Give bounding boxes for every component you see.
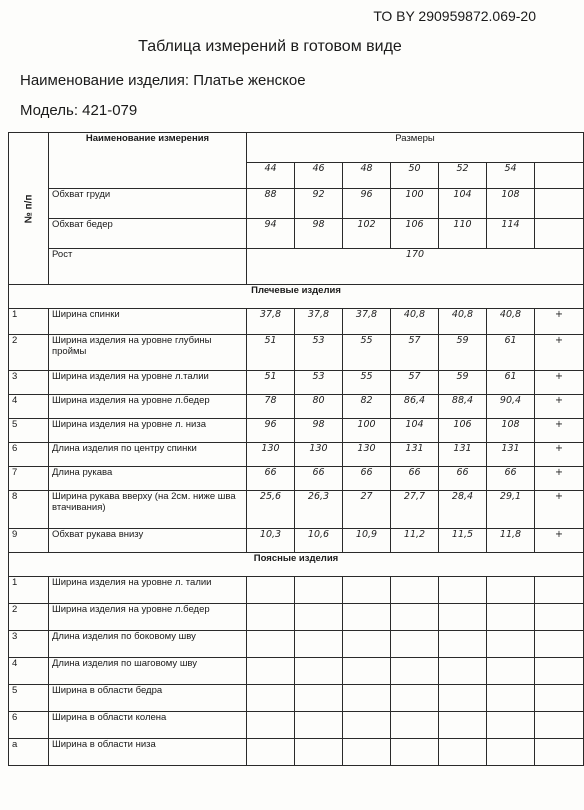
empty-cell (439, 658, 487, 685)
row-number: 3 (9, 371, 49, 395)
row-number: 3 (9, 631, 49, 658)
measure-value: 88 (247, 189, 295, 219)
row-number-header-label: № п/п (23, 194, 34, 223)
row-number: 4 (9, 395, 49, 419)
row-number: 6 (9, 443, 49, 467)
size-cell: 54 (487, 163, 535, 189)
measure-value: 78 (247, 395, 295, 419)
table-row (9, 335, 584, 371)
measure-value: 53 (295, 371, 343, 395)
empty-cell (439, 685, 487, 712)
row-number: 6 (9, 712, 49, 739)
measure-label: Ширина изделия на уровне л.бедер (49, 604, 247, 631)
measure-value: 25,6 (247, 491, 295, 529)
measure-value: 104 (439, 189, 487, 219)
measure-value: 11,8 (487, 529, 535, 553)
measure-value: 130 (343, 443, 391, 467)
empty-cell (247, 658, 295, 685)
measure-value: 10,6 (295, 529, 343, 553)
table-row (9, 658, 584, 685)
measure-label: Ширина изделия на уровне л.талии (49, 371, 247, 395)
empty-cell (247, 604, 295, 631)
measure-value: 82 (343, 395, 391, 419)
table-body (9, 133, 584, 766)
page-title: Таблица измерений в готовом виде (138, 38, 402, 55)
table-row (9, 395, 584, 419)
empty-cell (343, 712, 391, 739)
measurement-table (8, 132, 584, 766)
measure-value: 88,4 (439, 395, 487, 419)
empty-cell (247, 577, 295, 604)
measure-value: + (535, 491, 584, 529)
empty-cell (343, 577, 391, 604)
size-cell: 44 (247, 163, 295, 189)
measure-value: 66 (487, 467, 535, 491)
empty-cell (439, 712, 487, 739)
document-code: ТО BY 290959872.069-20 (373, 8, 536, 24)
measure-value: 98 (295, 419, 343, 443)
measure-value: 27,7 (391, 491, 439, 529)
measure-label: Ширина изделия на уровне глубины проймы (49, 335, 247, 371)
measure-label: Рост (49, 249, 247, 285)
table-row (9, 419, 584, 443)
section-title-waist: Поясные изделия (9, 553, 584, 577)
empty-cell (391, 604, 439, 631)
table-row (9, 309, 584, 335)
measure-label: Ширина изделия на уровне л.бедер (49, 395, 247, 419)
measure-value: 96 (247, 419, 295, 443)
table-row (9, 467, 584, 491)
empty-cell (535, 712, 584, 739)
table-row (9, 631, 584, 658)
size-cell: 52 (439, 163, 487, 189)
empty-cell (343, 658, 391, 685)
empty-cell (295, 712, 343, 739)
empty-cell (343, 739, 391, 766)
row-number: 2 (9, 335, 49, 371)
section-title-shoulder: Плечевые изделия (9, 285, 584, 309)
body-measure-row (9, 249, 584, 285)
measure-value: 131 (391, 443, 439, 467)
empty-cell (247, 631, 295, 658)
measure-label: Длина рукава (49, 467, 247, 491)
measure-value: 114 (487, 219, 535, 249)
measure-value: 59 (439, 335, 487, 371)
empty-cell (391, 577, 439, 604)
row-number: 5 (9, 419, 49, 443)
measure-label: Ширина в области низа (49, 739, 247, 766)
row-number: а (9, 739, 49, 766)
measure-value: 55 (343, 371, 391, 395)
empty-cell (439, 604, 487, 631)
table-row (9, 685, 584, 712)
empty-cell (343, 685, 391, 712)
size-cell: 48 (343, 163, 391, 189)
row-number: 1 (9, 309, 49, 335)
measure-label: Ширина спинки (49, 309, 247, 335)
empty-cell (535, 219, 584, 249)
measure-value: 66 (391, 467, 439, 491)
measure-value: 37,8 (247, 309, 295, 335)
measure-label: Длина изделия по боковому шву (49, 631, 247, 658)
row-number: 7 (9, 467, 49, 491)
empty-cell (487, 739, 535, 766)
measure-value: 66 (247, 467, 295, 491)
measure-value: 106 (391, 219, 439, 249)
measure-value: 51 (247, 335, 295, 371)
empty-cell (439, 739, 487, 766)
empty-cell (487, 712, 535, 739)
body-measure-row (9, 219, 584, 249)
empty-cell (535, 189, 584, 219)
measure-value: 98 (295, 219, 343, 249)
row-number: 1 (9, 577, 49, 604)
measure-value: 10,3 (247, 529, 295, 553)
measure-value: 108 (487, 189, 535, 219)
empty-cell (247, 712, 295, 739)
empty-cell (535, 739, 584, 766)
empty-cell (295, 739, 343, 766)
measure-value: 96 (343, 189, 391, 219)
empty-cell (535, 631, 584, 658)
measure-value: 51 (247, 371, 295, 395)
measure-value: 59 (439, 371, 487, 395)
table-row (9, 712, 584, 739)
measure-value: + (535, 443, 584, 467)
empty-cell (391, 658, 439, 685)
measure-value: 100 (391, 189, 439, 219)
empty-cell (439, 631, 487, 658)
measure-value: 86,4 (391, 395, 439, 419)
empty-cell (295, 658, 343, 685)
section-row (9, 553, 584, 577)
row-number: 4 (9, 658, 49, 685)
empty-cell (535, 685, 584, 712)
empty-cell (295, 604, 343, 631)
measure-value: 130 (295, 443, 343, 467)
table-row (9, 371, 584, 395)
measure-value: 102 (343, 219, 391, 249)
empty-cell (487, 685, 535, 712)
table-row (9, 491, 584, 529)
empty-cell (295, 577, 343, 604)
table-row (9, 443, 584, 467)
measure-value: 29,1 (487, 491, 535, 529)
empty-cell (391, 712, 439, 739)
empty-cell (343, 604, 391, 631)
table-row (9, 739, 584, 766)
empty-cell (295, 685, 343, 712)
measure-value: 108 (487, 419, 535, 443)
measure-label: Ширина рукава вверху (на 2см. ниже шва втачивания) (49, 491, 247, 529)
measure-label: Ширина изделия на уровне л. талии (49, 577, 247, 604)
measure-value: 61 (487, 371, 535, 395)
empty-cell (487, 604, 535, 631)
measure-value: 40,8 (439, 309, 487, 335)
measure-value: 66 (295, 467, 343, 491)
measure-value: 28,4 (439, 491, 487, 529)
measure-value: 100 (343, 419, 391, 443)
empty-cell (391, 685, 439, 712)
measure-value: 131 (487, 443, 535, 467)
measure-label: Ширина изделия на уровне л. низа (49, 419, 247, 443)
section-row (9, 285, 584, 309)
empty-cell (535, 163, 584, 189)
measure-label: Обхват бедер (49, 219, 247, 249)
measure-label: Ширина в области бедра (49, 685, 247, 712)
empty-cell (487, 658, 535, 685)
measure-value: 11,2 (391, 529, 439, 553)
measure-value: 90,4 (487, 395, 535, 419)
table-row (9, 604, 584, 631)
measure-value: 40,8 (487, 309, 535, 335)
body-measure-row (9, 189, 584, 219)
measure-value: 53 (295, 335, 343, 371)
row-number: 2 (9, 604, 49, 631)
empty-cell (535, 577, 584, 604)
empty-cell (535, 604, 584, 631)
measure-value: 57 (391, 335, 439, 371)
model-number: Модель: 421-079 (20, 102, 138, 119)
measure-label: Ширина в области колена (49, 712, 247, 739)
empty-cell (439, 577, 487, 604)
measure-value: + (535, 395, 584, 419)
measure-value: + (535, 335, 584, 371)
size-cell: 46 (295, 163, 343, 189)
measure-value: 27 (343, 491, 391, 529)
empty-cell (535, 658, 584, 685)
measure-value: 92 (295, 189, 343, 219)
empty-cell (391, 631, 439, 658)
measure-value: 66 (343, 467, 391, 491)
row-number: 8 (9, 491, 49, 529)
measure-value: 80 (295, 395, 343, 419)
row-number: 9 (9, 529, 49, 553)
measure-value: 11,5 (439, 529, 487, 553)
measure-label: Обхват груди (49, 189, 247, 219)
measure-value: 106 (439, 419, 487, 443)
measure-label: Обхват рукава внизу (49, 529, 247, 553)
empty-cell (247, 685, 295, 712)
size-cell: 50 (391, 163, 439, 189)
measure-value: 26,3 (295, 491, 343, 529)
product-name: Наименование изделия: Платье женское (20, 72, 306, 89)
measure-label: Длина изделия по шаговому шву (49, 658, 247, 685)
table-row (9, 577, 584, 604)
measure-value: 57 (391, 371, 439, 395)
measure-value: 66 (439, 467, 487, 491)
measure-value: 37,8 (295, 309, 343, 335)
sizes-header: Размеры (247, 133, 584, 163)
measure-value: + (535, 419, 584, 443)
measure-value: 110 (439, 219, 487, 249)
measure-value: 10,9 (343, 529, 391, 553)
measure-value: + (535, 529, 584, 553)
table-row (9, 529, 584, 553)
empty-cell (295, 631, 343, 658)
measure-value: 130 (247, 443, 295, 467)
measure-value: + (535, 467, 584, 491)
measure-value: 40,8 (391, 309, 439, 335)
row-number: 5 (9, 685, 49, 712)
height-value: 170 (247, 249, 584, 285)
table-header-row (9, 133, 584, 163)
empty-cell (391, 739, 439, 766)
measure-value: + (535, 371, 584, 395)
measure-label: Длина изделия по центру спинки (49, 443, 247, 467)
measure-value: + (535, 309, 584, 335)
measure-value: 37,8 (343, 309, 391, 335)
measure-value: 94 (247, 219, 295, 249)
empty-cell (247, 739, 295, 766)
empty-cell (343, 631, 391, 658)
row-number-header (9, 133, 49, 285)
measure-value: 55 (343, 335, 391, 371)
empty-cell (487, 577, 535, 604)
measure-value: 61 (487, 335, 535, 371)
measurement-name-header: Наименование измерения (49, 133, 247, 189)
measure-value: 131 (439, 443, 487, 467)
empty-cell (487, 631, 535, 658)
measure-value: 104 (391, 419, 439, 443)
